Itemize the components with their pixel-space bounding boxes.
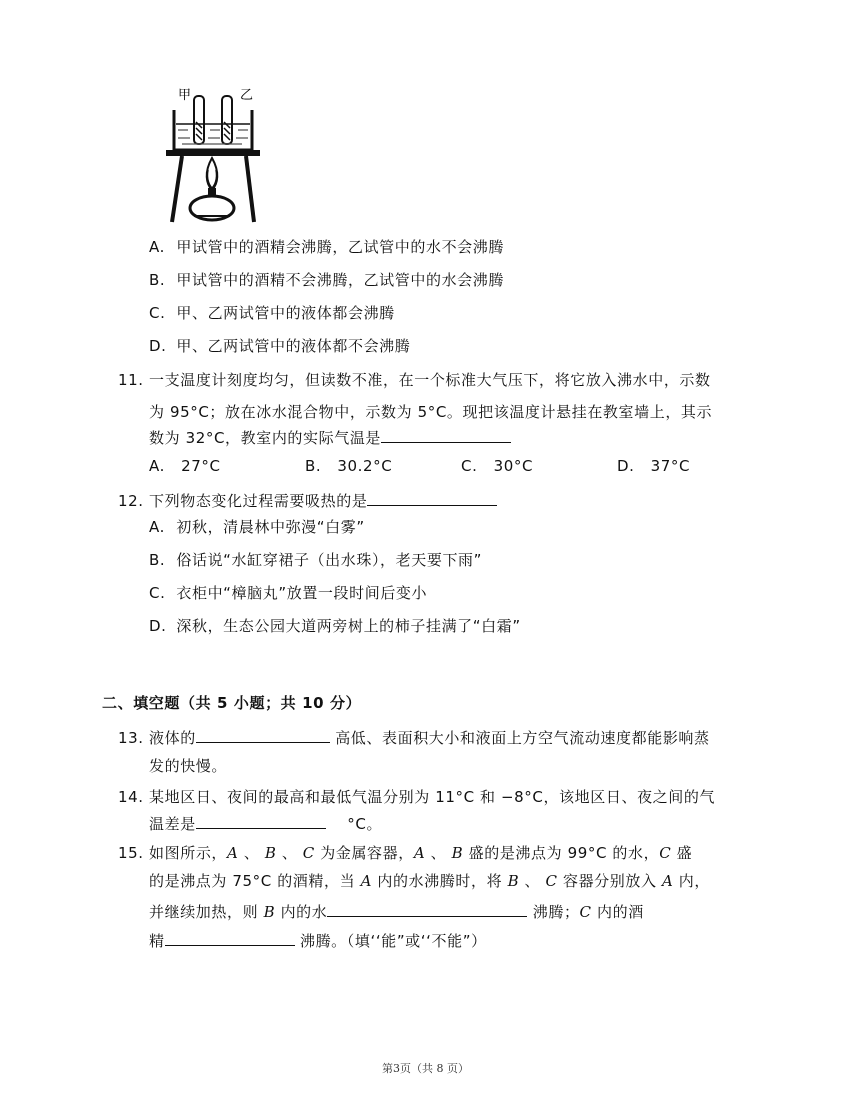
var-b: B [263,903,276,921]
q10-option-a [149,237,504,257]
q15-text: 盛 [671,844,693,862]
lamp-wick [208,188,216,197]
label-yi: 乙 [240,88,254,103]
var-b: B [451,844,464,862]
separator: 、 [276,844,303,862]
var-c: C [659,844,672,862]
q15-text: 精 [149,932,165,950]
separator: 、 [238,844,265,862]
answer-blank[interactable] [367,489,497,506]
q15-text: 内的水 [275,903,328,921]
q11-line-1 [118,370,711,390]
q11-line-3 [149,426,511,448]
q12-stem [118,489,497,511]
separator: 、 [519,872,546,890]
q12-option-b [149,550,482,570]
question-number: 13. [118,729,144,747]
var-a: A [360,872,373,890]
q12-option-a [149,517,365,537]
water-hatching [178,130,248,144]
var-a: A [661,872,674,890]
var-c: C [302,844,315,862]
q15-text: 内， [673,872,710,890]
separator: 、 [425,844,452,862]
var-c: C [579,903,592,921]
option-text: 30.2°C [337,457,393,475]
option-text: 深秋，生态公园大道两旁树上的柿子挂满了“白霜” [176,617,521,635]
q11-option-c [461,456,533,476]
q15-text: 盛的是沸点为 99°C 的水， [463,844,660,862]
label-jia: 甲 [178,88,192,103]
q12-option-d [149,616,521,636]
apparatus-drawing [160,84,260,224]
question-number: 15. [118,844,144,862]
question-number: 14. [118,788,144,806]
option-label: D. [149,337,167,355]
option-text: 30°C [493,457,534,475]
var-a: A [227,844,239,862]
answer-blank[interactable] [165,929,295,946]
option-label: A. [149,457,165,475]
q15-text: 沸腾； [527,903,580,921]
option-label: D. [149,617,167,635]
option-label: B. [305,457,322,475]
option-label: C. [461,457,478,475]
flame [207,158,218,190]
q15-text: 为金属容器， [314,844,414,862]
option-label: C. [149,304,166,322]
option-text: 甲试管中的酒精会沸腾，乙试管中的水不会沸腾 [176,238,504,256]
q14-line-1 [118,787,715,807]
answer-blank[interactable] [196,812,326,829]
q11-option-b [305,456,392,476]
q15-text: 容器分别放入 [557,872,662,890]
question-number: 12. [118,492,144,510]
q13-pre: 液体的 [149,729,196,747]
stand-plate [166,150,260,156]
option-label: A. [149,518,165,536]
q11-option-d [617,456,690,476]
option-text: 37°C [650,457,691,475]
option-text: 俗话说“水缸穿裙子（出水珠），老天要下雨” [176,551,483,569]
q14-post: °C。 [341,815,383,833]
q11-line-2: 为 95°C；放在冰水混合物中，示数为 5°C。现把该温度计悬挂在教室墙上，其示 [149,403,713,421]
option-label: A. [149,238,165,256]
q11-text-3: 数为 32°C，教室内的实际气温是 [149,429,382,447]
answer-blank[interactable] [381,426,511,443]
q10-option-c [149,303,395,323]
q14-line-2 [149,812,382,834]
q10-option-d [149,336,410,356]
option-text: 甲、乙两试管中的液体都不会沸腾 [176,337,411,355]
q15-line-1 [118,843,692,863]
option-label: B. [149,551,166,569]
q15-text: 的是沸点为 75°C 的酒精，当 [149,872,361,890]
q12-option-c [149,583,427,603]
option-label: B. [149,271,166,289]
q15-line-3 [149,900,644,922]
q11-text-1: 一支温度计刻度均匀，但读数不准，在一个标准大气压下，将它放入沸水中，示数 [149,371,711,389]
var-a: A [413,844,426,862]
apparatus-figure [160,84,260,224]
option-text: 27°C [181,457,221,475]
stand-leg-left [172,156,182,222]
option-text: 衣柜中“樟脑丸”放置一段时间后变小 [176,584,428,602]
q15-text: 沸腾。（填‘‘能”或‘‘不能”） [294,932,487,950]
page-footer: 第3页（共 8 页） [382,1062,469,1075]
question-number: 11. [118,371,144,389]
q13-line-2: 发的快慢。 [149,757,228,775]
q11-option-a [149,456,221,476]
q13-post: 高低、表面积大小和液面上方空气流动速度都能影响蒸 [329,729,710,747]
q10-option-b [149,270,504,290]
section-heading: 二、填空题（共 5 小题；共 10 分） [102,694,362,712]
var-c: C [545,872,558,890]
q15-text: 如图所示， [149,844,228,862]
option-label: C. [149,584,166,602]
stand-leg-right [246,156,254,222]
option-label: D. [617,457,635,475]
answer-blank[interactable] [196,726,330,743]
var-b: B [264,844,277,862]
q15-line-2 [149,871,710,891]
option-text: 甲、乙两试管中的液体都会沸腾 [176,304,395,322]
option-text: 甲试管中的酒精不会沸腾，乙试管中的水会沸腾 [176,271,504,289]
q14-text-1: 某地区日、夜间的最高和最低气温分别为 11°C 和 −8°C，该地区日、夜之间的气 [149,788,716,806]
var-b: B [507,872,520,890]
q15-line-4 [149,929,487,951]
q15-text: 并继续加热，则 [149,903,264,921]
q15-text: 内的酒 [591,903,644,921]
answer-blank[interactable] [327,900,527,917]
q14-pre: 温差是 [149,815,196,833]
q12-text: 下列物态变化过程需要吸热的是 [149,492,368,510]
q13-line-1 [118,726,710,748]
option-text: 初秋，清晨林中弥漫“白雾” [176,518,365,536]
q15-text: 内的水沸腾时，将 [372,872,508,890]
